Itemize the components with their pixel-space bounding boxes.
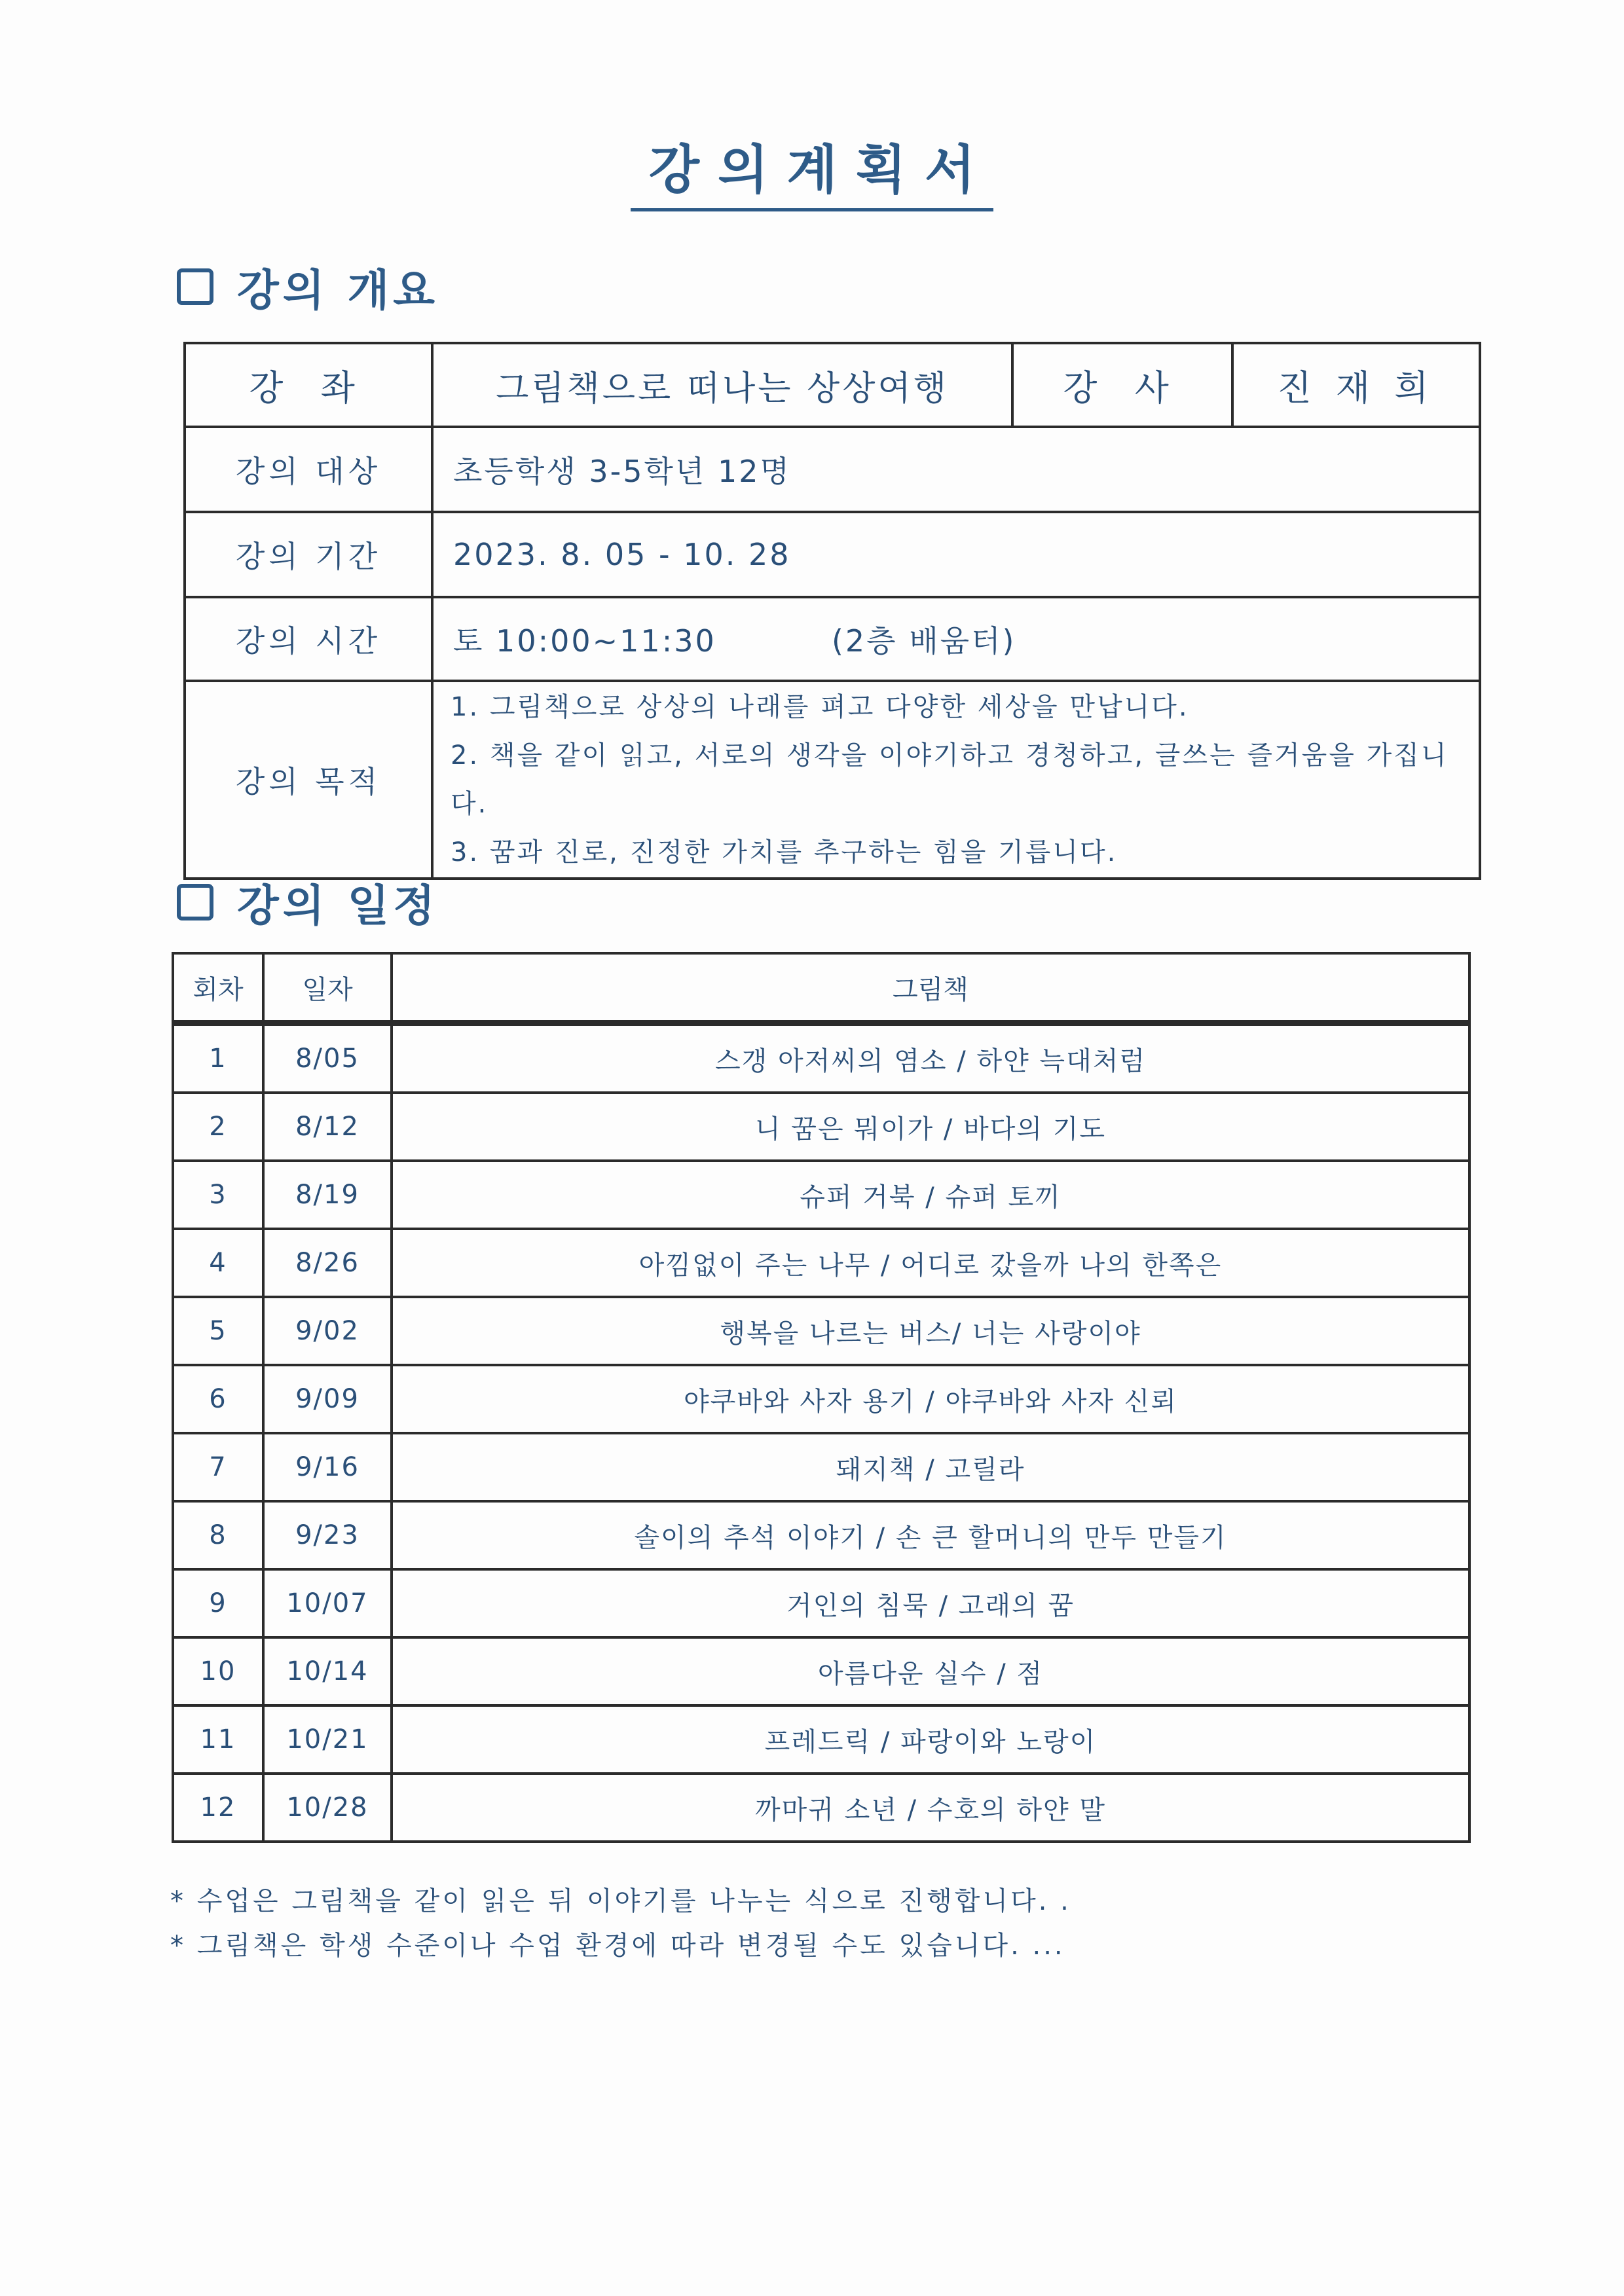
session-date: 9/02 [263,1297,392,1365]
session-number: 1 [173,1023,263,1093]
course-label: 강 좌 [185,343,432,427]
goal-item: 1. 그림책으로 상상의 나래를 펴고 다양한 세상을 만납니다. [451,692,1189,722]
section-schedule-title: 강의 일정 [237,881,439,931]
session-date: 8/05 [263,1023,392,1093]
session-date: 9/16 [263,1433,392,1501]
table-row [173,1774,1469,1842]
document-title-text: 강의계획서 [631,139,993,211]
instructor-label: 강 사 [1012,343,1232,427]
table-row [173,1705,1469,1774]
table-row [173,1161,1469,1229]
period-value: 2023. 8. 05 - 10. 28 [432,512,1480,597]
session-books: 프레드릭 / 파랑이와 노랑이 [392,1705,1469,1774]
table-row [173,1365,1469,1433]
section-overview-heading [177,255,439,318]
session-books: 거인의 침묵 / 고래의 꿈 [392,1569,1469,1637]
session-date: 10/21 [263,1705,392,1774]
session-number: 10 [173,1637,263,1705]
table-row [173,1637,1469,1705]
footnote: * 그림책은 학생 수준이나 수업 환경에 따라 변경될 수도 있습니다. ... [170,1931,1065,1961]
session-number: 3 [173,1161,263,1229]
session-date: 8/19 [263,1161,392,1229]
session-number: 9 [173,1569,263,1637]
session-books: 야쿠바와 사자 용기 / 야쿠바와 사자 신뢰 [392,1365,1469,1433]
target-label: 강의 대상 [185,427,432,512]
session-number: 11 [173,1705,263,1774]
schedule-table [172,952,1471,1843]
table-row [173,1093,1469,1161]
goal-list [432,681,1480,879]
column-header-books: 그림책 [392,953,1469,1023]
period-label: 강의 기간 [185,512,432,597]
footnote: * 수업은 그림책을 같이 읽은 뒤 이야기를 나누는 식으로 진행합니다. . [170,1886,1071,1916]
session-date: 10/14 [263,1637,392,1705]
section-schedule-heading [177,871,439,933]
session-date: 10/28 [263,1774,392,1842]
section-overview-title: 강의 개요 [237,265,439,316]
time-value: 토 10:00~11:30 (2층 배움터) [432,597,1480,681]
session-date: 9/23 [263,1501,392,1569]
session-books: 스갱 아저씨의 염소 / 하얀 늑대처럼 [392,1023,1469,1093]
session-books: 니 꿈은 뭐이가 / 바다의 기도 [392,1093,1469,1161]
session-books: 행복을 나르는 버스/ 너는 사랑이야 [392,1297,1469,1365]
session-number: 5 [173,1297,263,1365]
table-row [173,1433,1469,1501]
session-date: 9/09 [263,1365,392,1433]
checkbox-icon [177,268,213,305]
session-number: 8 [173,1501,263,1569]
column-header-session: 회차 [173,953,263,1023]
target-value: 초등학생 3-5학년 12명 [432,427,1480,512]
table-row [173,1023,1469,1093]
session-number: 6 [173,1365,263,1433]
column-header-date: 일자 [263,953,392,1023]
time-label: 강의 시간 [185,597,432,681]
session-number: 4 [173,1229,263,1297]
table-row [173,1297,1469,1365]
goal-item: 2. 책을 같이 읽고, 서로의 생각을 이야기하고 경청하고, 글쓰는 즐거움을 가집니다. [451,740,1449,819]
session-number: 12 [173,1774,263,1842]
instructor-name: 진 재 희 [1232,343,1480,427]
document-title [0,128,1624,203]
table-row [173,1229,1469,1297]
session-books: 아낌없이 주는 나무 / 어디로 갔을까 나의 한쪽은 [392,1229,1469,1297]
table-row [173,1501,1469,1569]
table-row [173,1569,1469,1637]
session-books: 돼지책 / 고릴라 [392,1433,1469,1501]
session-number: 2 [173,1093,263,1161]
session-date: 8/12 [263,1093,392,1161]
session-books: 까마귀 소년 / 수호의 하얀 말 [392,1774,1469,1842]
checkbox-icon [177,884,213,920]
session-books: 아름다운 실수 / 점 [392,1637,1469,1705]
session-books: 슈퍼 거북 / 슈퍼 토끼 [392,1161,1469,1229]
goal-item: 3. 꿈과 진로, 진정한 가치를 추구하는 힘을 기릅니다. [451,837,1118,867]
session-date: 8/26 [263,1229,392,1297]
session-number: 7 [173,1433,263,1501]
goal-label: 강의 목적 [185,681,432,879]
session-date: 10/07 [263,1569,392,1637]
session-books: 솔이의 추석 이야기 / 손 큰 할머니의 만두 만들기 [392,1501,1469,1569]
course-name: 그림책으로 떠나는 상상여행 [432,343,1012,427]
overview-table [183,342,1481,880]
